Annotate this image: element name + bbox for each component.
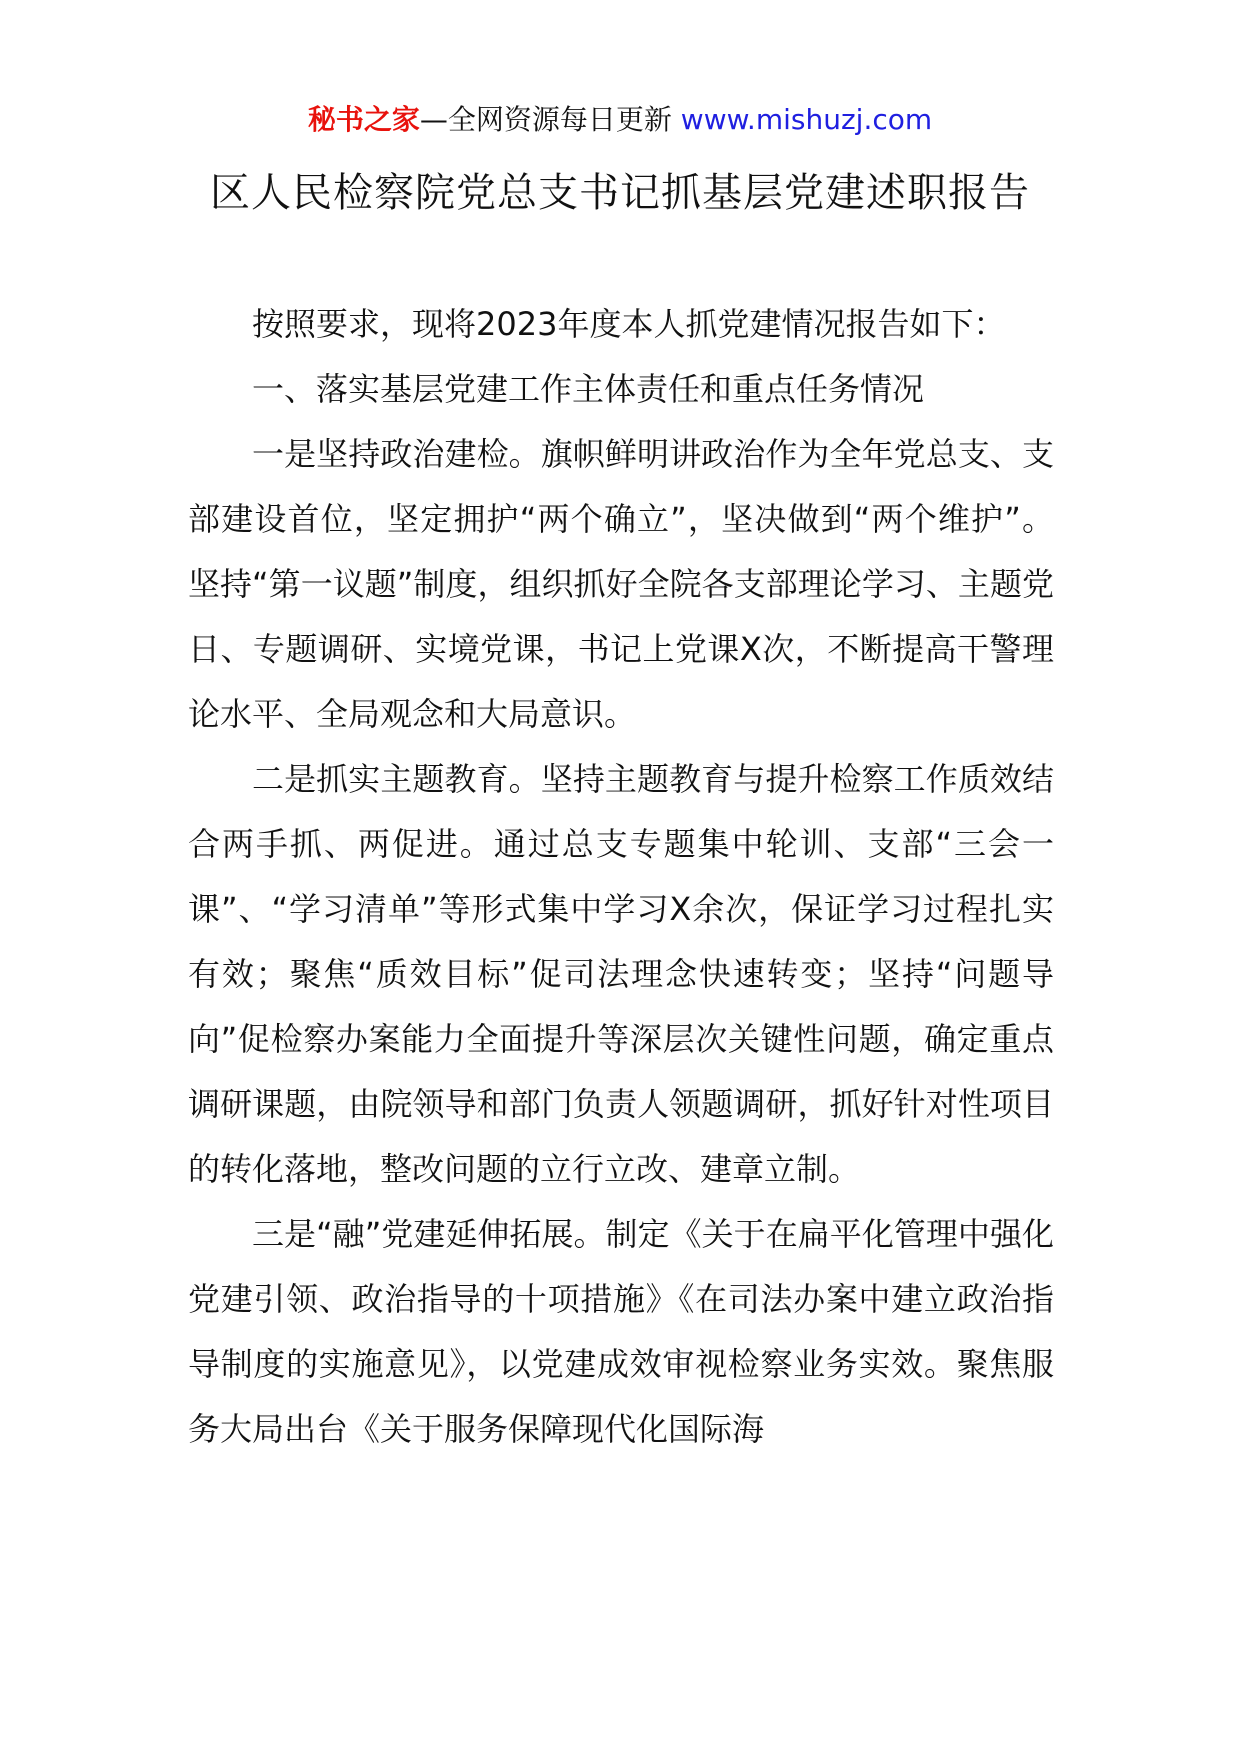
paragraph-intro: 按照要求，现将2023年度本人抓党建情况报告如下： [252, 305, 1006, 343]
site-url-link[interactable]: www.mishuzj.com [680, 103, 933, 136]
header-tagline: —全网资源每日更新 [419, 103, 672, 136]
document-title: 区人民检察院党总支书记抓基层党建述职报告 [210, 170, 1030, 216]
brand-name: 秘书之家 [307, 103, 420, 136]
document-body [188, 292, 1054, 1462]
site-header [0, 100, 1240, 140]
section-heading: 一、落实基层党建工作主体责任和重点任务情况 [252, 370, 925, 408]
paragraph-education: 二是抓实主题教育。坚持主题教育与提升检察工作质效结合两手抓、两促进。通过总支专题集中轮训、支部“三会一课”、“学习清单”等形式集中学习X余次，保证学习过程扎实有效；聚焦“质效目标”促司法理念快速转变；坚持“问题导向”促检察办案能力全面提升等深层次关键性问题，确定重点调研课题，由院领导和部门负责人领题调研，抓好针对性项目的转化落地，整改问题的立行立改、建章立制。 [188, 760, 1054, 1188]
paragraph-integration: 三是“融”党建延伸拓展。制定《关于在扁平化管理中强化党建引领、政治指导的十项措施》《在司法办案中建立政治指导制度的实施意见》，以党建成效审视检察业务实效。聚焦服务大局出台《关于服务保障现代化国际海 [188, 1215, 1054, 1448]
paragraph-political: 一是坚持政治建检。旗帜鲜明讲政治作为全年党总支、支部建设首位，坚定拥护“两个确立”，坚决做到“两个维护”。坚持“第一议题”制度，组织抓好全院各支部理论学习、主题党日、专题调研、实境党课，书记上党课X次，不断提高干警理论水平、全局观念和大局意识。 [188, 435, 1054, 733]
